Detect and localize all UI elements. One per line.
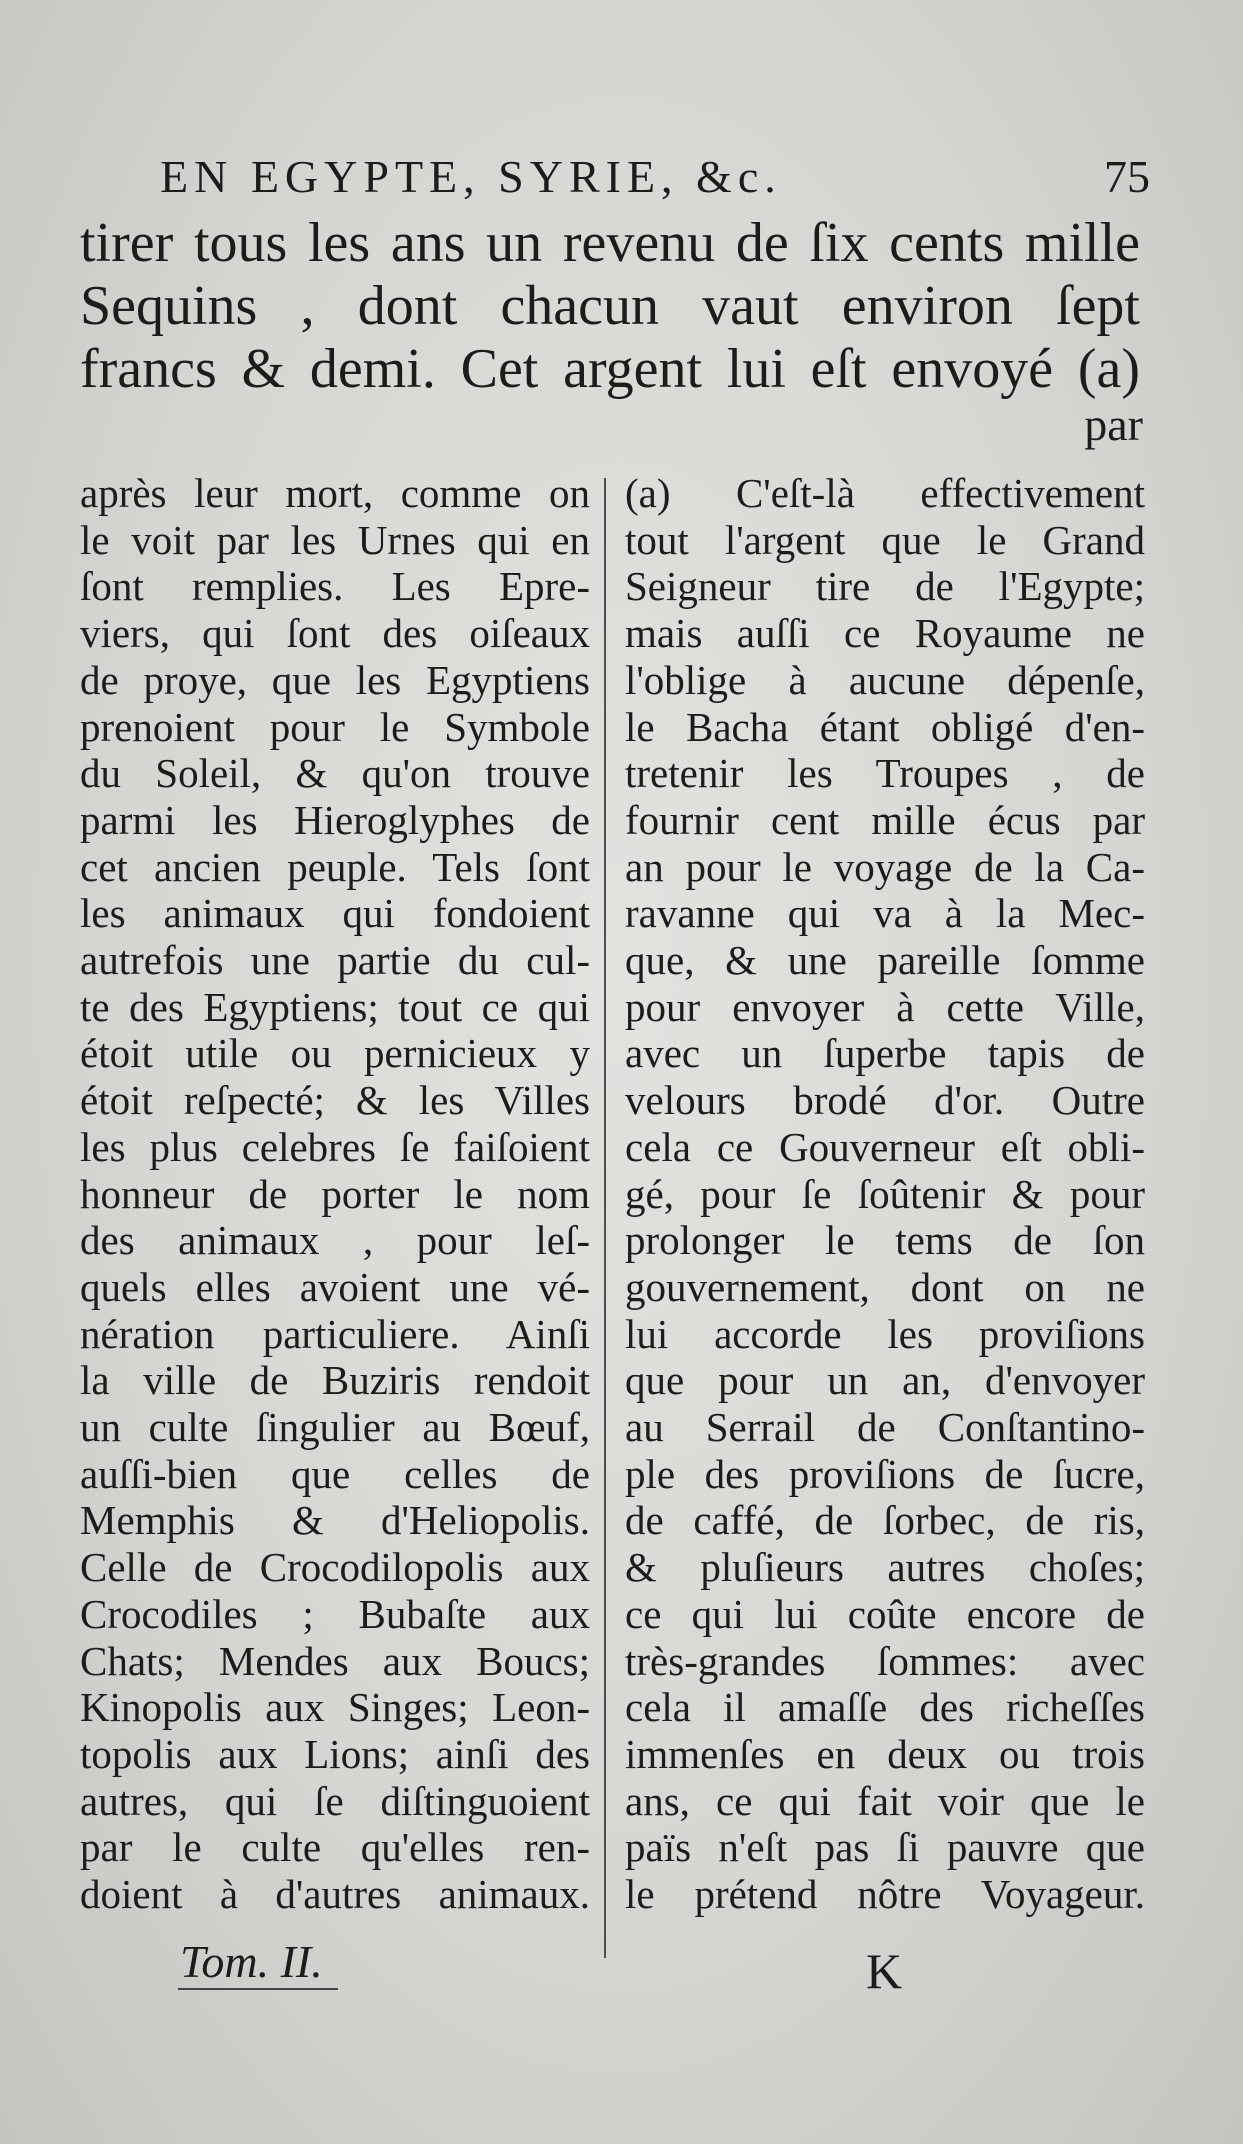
- text-line: francs & demi. Cet argent lui eſt envoyé (a): [80, 338, 1140, 400]
- gathering-mark: K: [866, 1943, 903, 1999]
- main-text-continuation: [80, 212, 1140, 401]
- text-line: immenſes en deux ou trois: [625, 1730, 1145, 1777]
- volume-signature: Tom. II.: [180, 1936, 323, 1987]
- left-column: [80, 470, 590, 1918]
- text-line: Crocodiles ; Bubaſte aux: [80, 1590, 590, 1637]
- text-line: Sequins , dont chacun vaut environ ſept: [80, 275, 1140, 337]
- text-line: païs n'eſt pas ſi pauvre que: [625, 1824, 1145, 1871]
- text-line: par le culte qu'elles ren-: [80, 1824, 590, 1871]
- text-line: les plus celebres ſe faiſoient: [80, 1123, 590, 1170]
- text-line: tout l'argent que le Grand: [625, 516, 1145, 563]
- text-line: auſſi-bien que celles de: [80, 1450, 590, 1497]
- text-line: ans, ce qui fait voir que le: [625, 1777, 1145, 1824]
- text-line: Seigneur tire de l'Egypte;: [625, 563, 1145, 610]
- text-line: parmi les Hieroglyphes de: [80, 796, 590, 843]
- text-line: avec un ſuperbe tapis de: [625, 1030, 1145, 1077]
- text-line: ravanne qui va à la Mec-: [625, 890, 1145, 937]
- text-line: un culte ſingulier au Bœuf,: [80, 1404, 590, 1451]
- text-line: étoit utile ou pernicieux y: [80, 1030, 590, 1077]
- running-head-title: EN EGYPTE, SYRIE, &c.: [160, 151, 782, 202]
- text-line: cela il amaſſe des richeſſes: [625, 1684, 1145, 1731]
- text-line: an pour le voyage de la Ca-: [625, 843, 1145, 890]
- text-line: Chats; Mendes aux Boucs;: [80, 1637, 590, 1684]
- text-line: tirer tous les ans un revenu de ſix cents mille: [80, 212, 1140, 274]
- text-line: pour envoyer à cette Ville,: [625, 983, 1145, 1030]
- text-line: lui accorde les proviſions: [625, 1310, 1145, 1357]
- text-line: Celle de Crocodilopolis aux: [80, 1544, 590, 1591]
- text-line: te des Egyptiens; tout ce qui: [80, 983, 590, 1030]
- text-line: fournir cent mille écus par: [625, 796, 1145, 843]
- text-line: Kinopolis aux Singes; Leon-: [80, 1684, 590, 1731]
- text-line: autrefois une partie du cul-: [80, 937, 590, 984]
- page-number: 75: [1104, 151, 1150, 202]
- text-line: l'oblige à aucune dépenſe,: [625, 656, 1145, 703]
- text-line: autres, qui ſe diſtinguoient: [80, 1777, 590, 1824]
- text-line: des animaux , pour leſ-: [80, 1217, 590, 1264]
- text-line: étoit reſpecté; & les Villes: [80, 1077, 590, 1124]
- text-line: topolis aux Lions; ainſi des: [80, 1730, 590, 1777]
- text-line: prolonger le tems de ſon: [625, 1217, 1145, 1264]
- text-line: après leur mort, comme on: [80, 470, 590, 516]
- text-line: de caffé, de ſorbec, de ris,: [625, 1497, 1145, 1544]
- text-line: viers, qui ſont des oiſeaux: [80, 610, 590, 657]
- text-line: gouvernement, dont on ne: [625, 1263, 1145, 1310]
- text-line: nération particuliere. Ainſi: [80, 1310, 590, 1357]
- text-line: tretenir les Troupes , de: [625, 750, 1145, 797]
- column-divider: [604, 478, 606, 1958]
- text-line: ce qui lui coûte encore de: [625, 1590, 1145, 1637]
- text-line: (a) C'eſt-là effectivement: [625, 470, 1145, 516]
- text-line: le voit par les Urnes qui en: [80, 516, 590, 563]
- text-line: du Soleil, & qu'on trouve: [80, 750, 590, 797]
- text-line: mais auſſi ce Royaume ne: [625, 610, 1145, 657]
- text-line: doient à d'autres animaux.: [80, 1871, 590, 1918]
- text-line: le Bacha étant obligé d'en-: [625, 703, 1145, 750]
- running-head: [160, 150, 1150, 203]
- text-line: les animaux qui fondoient: [80, 890, 590, 937]
- text-line: ple des proviſions de ſucre,: [625, 1450, 1145, 1497]
- text-line: ſont remplies. Les Epre-: [80, 563, 590, 610]
- text-line: honneur de porter le nom: [80, 1170, 590, 1217]
- text-line: Memphis & d'Heliopolis.: [80, 1497, 590, 1544]
- text-line: cela ce Gouverneur eſt obli-: [625, 1123, 1145, 1170]
- text-line: la ville de Buziris rendoit: [80, 1357, 590, 1404]
- text-line: quels elles avoient une vé-: [80, 1263, 590, 1310]
- text-line: au Serrail de Conſtantino-: [625, 1404, 1145, 1451]
- text-line: velours brodé d'or. Outre: [625, 1077, 1145, 1124]
- text-line: cet ancien peuple. Tels ſont: [80, 843, 590, 890]
- signature-underline: [178, 1988, 338, 1990]
- text-line: très-grandes ſommes: avec: [625, 1637, 1145, 1684]
- catchword: par: [1084, 399, 1143, 450]
- text-line: que pour un an, d'envoyer: [625, 1357, 1145, 1404]
- right-column-footnote: [625, 470, 1145, 1918]
- text-line: & pluſieurs autres choſes;: [625, 1544, 1145, 1591]
- text-line: le prétend nôtre Voyageur.: [625, 1871, 1145, 1918]
- text-line: de proye, que les Egyptiens: [80, 656, 590, 703]
- text-line: que, & une pareille ſomme: [625, 937, 1145, 984]
- text-line: gé, pour ſe ſoûtenir & pour: [625, 1170, 1145, 1217]
- text-line: prenoient pour le Symbole: [80, 703, 590, 750]
